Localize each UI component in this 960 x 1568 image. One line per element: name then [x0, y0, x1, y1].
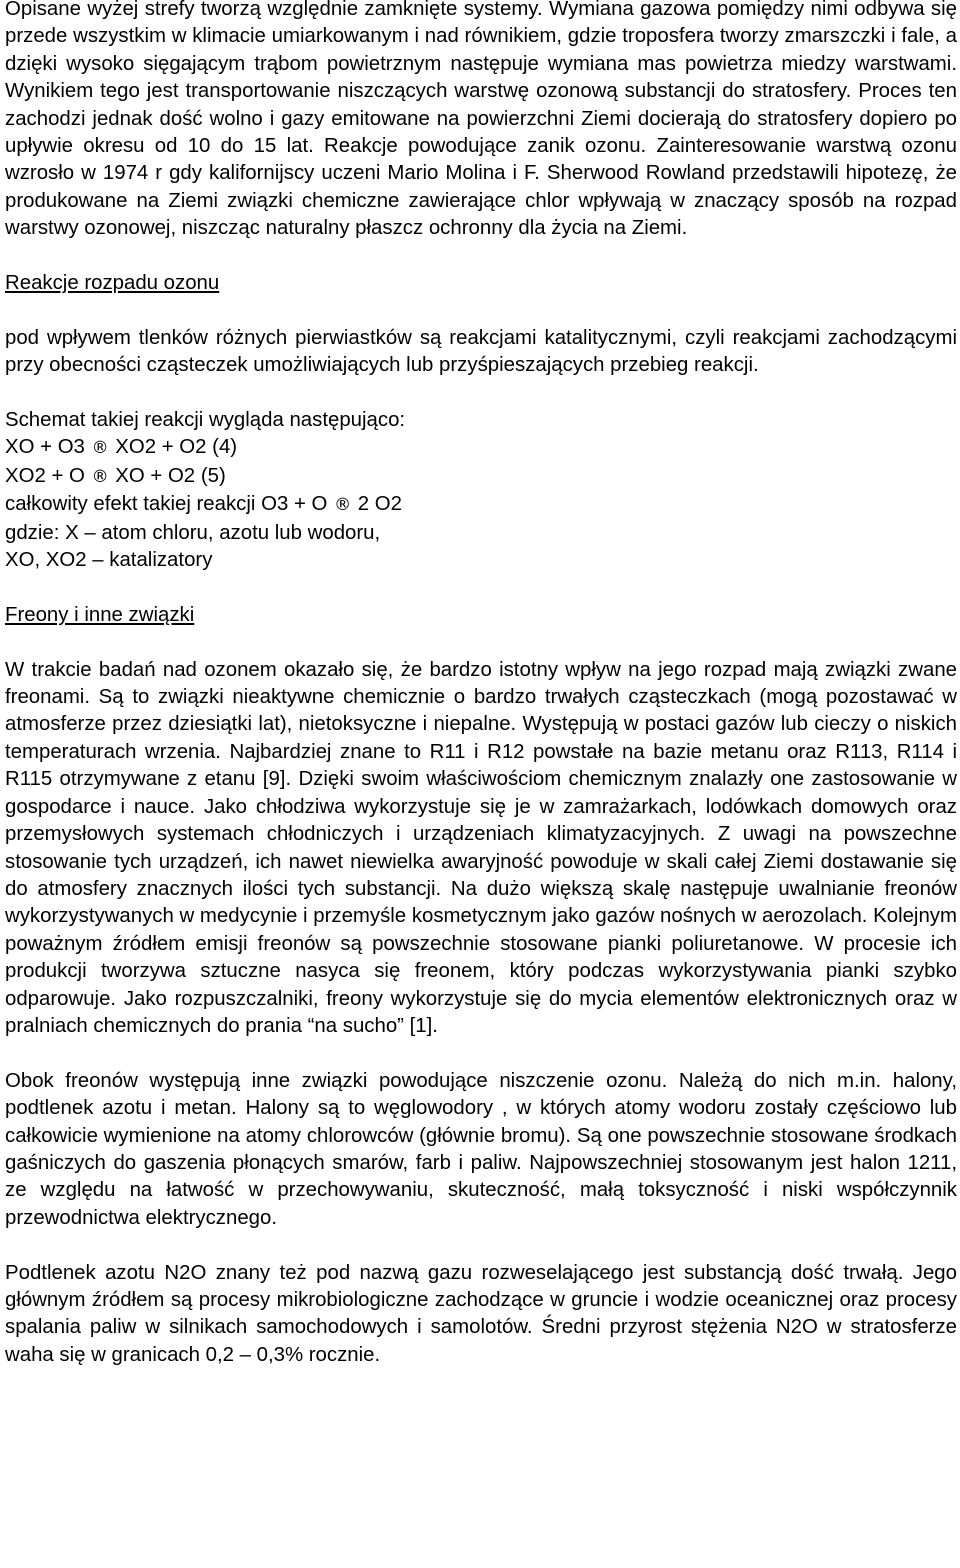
reaction-4-left: XO + O3 — [5, 436, 85, 459]
heading-ozone-decay-reactions: Reakcje rozpadu ozonu — [5, 272, 220, 295]
reaction-equation-4 — [5, 434, 957, 462]
reaction-arrow-icon: ® — [91, 438, 109, 459]
reaction-5-right: XO + O2 (5) — [115, 464, 226, 487]
spacer — [5, 380, 957, 407]
spacer — [5, 1232, 957, 1259]
spacer — [5, 574, 957, 601]
reaction-5-left: XO2 + O — [5, 464, 85, 487]
reaction-total-right: 2 O2 — [357, 493, 402, 516]
scheme-intro: Schemat takiej reakcji wygląda następująco: — [5, 409, 406, 432]
reaction-arrow-icon: ® — [91, 466, 109, 487]
scheme-legend-catalysts: XO, XO2 – katalizatory — [5, 549, 213, 572]
document-page — [5, 0, 957, 1369]
reaction-total-left: całkowity efekt takiej reakcji O3 + O — [5, 493, 328, 516]
reaction-scheme — [5, 407, 957, 574]
paragraph-stratosphere-exchange: Opisane wyżej strefy tworzą względnie zamknięte systemy. Wymiana gazowa pomiędzy nimi odbywa się przede wszystkim w klimacie umiarkowanym i nad równikiem, gdzie troposfera tworzy zmarszczki i fale, a dzięki wysoko sięgającym trąbom powietrznym następuje wymiana mas powietrza miedzy warstwami. Wynikiem tego jest transportowanie niszczących warstwę ozonową substancji do stratosfery. Proces ten zachodzi jednak dość wolno i gazy emitowane na powierzchni Ziemi docierają do stratosfery dopiero po upływie okresu od 10 do 15 lat. Reakcje powodujące zanik ozonu. Zainteresowanie warstwą ozonu wzrosło w 1974 r gdy kalifornijscy uczeni Mario Molina i F. Sherwood Rowland przedstawili hipotezę, że produkowane na Ziemi związki chemiczne zawierające chlor wpływają w znaczący sposób na rozpad warstwy ozonowej, niszcząc naturalny płaszcz ochronny dla życia na Ziemi. — [5, 0, 957, 240]
reaction-arrow-icon: ® — [334, 495, 352, 516]
reaction-total-effect — [5, 491, 957, 519]
paragraph-nitrous-oxide: Podtlenek azotu N2O znany też pod nazwą gazu rozweselającego jest substancją dość trwałą. Jego głównym źródłem są procesy mikrobiologiczne zachodzące w gruncie i wodzie oceanicznej oraz procesy spalania paliw w silnikach samochodowych i samolotów. Średni przyrost stężenia N2O w stratosferze waha się w granicach 0,2 – 0,3% rocznie. — [5, 1261, 957, 1366]
spacer — [5, 629, 957, 656]
spacer — [5, 243, 957, 270]
paragraph-catalytic-reactions: pod wpływem tlenków różnych pierwiastków są reakcjami katalitycznymi, czyli reakcjami zachodzącymi przy obecności cząsteczek umożliwiających lub przyśpieszających przebieg reakcji. — [5, 326, 957, 377]
reaction-4-right: XO2 + O2 (4) — [115, 436, 238, 459]
spacer — [5, 297, 957, 324]
reaction-equation-5 — [5, 463, 957, 491]
spacer — [5, 1040, 957, 1067]
heading-freons-and-other: Freony i inne związki — [5, 603, 195, 626]
paragraph-freons: W trakcie badań nad ozonem okazało się, że bardzo istotny wpływ na jego rozpad mają związki zwane freonami. Są to związki nieaktywne chemicznie o bardzo trwałych cząsteczkach (mogą pozostawać w atmosferze przez dziesiątki lat), nietoksyczne i niepalne. Występują w postaci gazów lub cieczy o niskich temperaturach wrzenia. Najbardziej znane to R11 i R12 powstałe na bazie metanu oraz R113, R114 i R115 otrzymywane z etanu [9]. Dzięki swoim właściwościom chemicznym znalazły one zastosowanie w gospodarce i nauce. Jako chłodziwa wykorzystuje się je w zamrażarkach, lodówkach domowych oraz przemysłowych systemach chłodniczych i urządzeniach klimatyzacyjnych. Z uwagi na powszechne stosowanie tych urządzeń, ich nawet niewielka awaryjność powoduje w skali całej Ziemi dostawanie się do atmosfery znacznych ilości tych substancji. Na dużo większą skalę następuje uwalnianie freonów wykorzystywanych w medycynie i przemyśle kosmetycznym jako gazów nośnych w aerozolach. Kolejnym poważnym źródłem emisji freonów są powszechnie stosowane pianki poliuretanowe. W procesie ich produkcji tworzywa sztuczne nasyca się freonem, który podczas wykorzystywania pianki szybko odparowuje. Jako rozpuszczalniki, freony wykorzystuje się do mycia elementów elektronicznych oraz w pralniach chemicznych do prania “na sucho” [1]. — [5, 658, 957, 1037]
scheme-legend-x: gdzie: X – atom chloru, azotu lub wodoru, — [5, 521, 381, 544]
paragraph-other-compounds: Obok freonów występują inne związki powodujące niszczenie ozonu. Należą do nich m.in. halony, podtlenek azotu i metan. Halony są to węglowodory , w których atomy wodoru zostały częściowo lub całkowicie wymienione na atomy chlorowców (głównie bromu). Są one powszechnie stosowane środkach gaśniczych do gaszenia płonących smarów, farb i paliw. Najpowszechniej stosowanym jest halon 1211, ze względu na łatwość w przechowywaniu, skuteczność, małą toksyczność i niski współczynnik przewodnictwa elektrycznego. — [5, 1069, 957, 1229]
